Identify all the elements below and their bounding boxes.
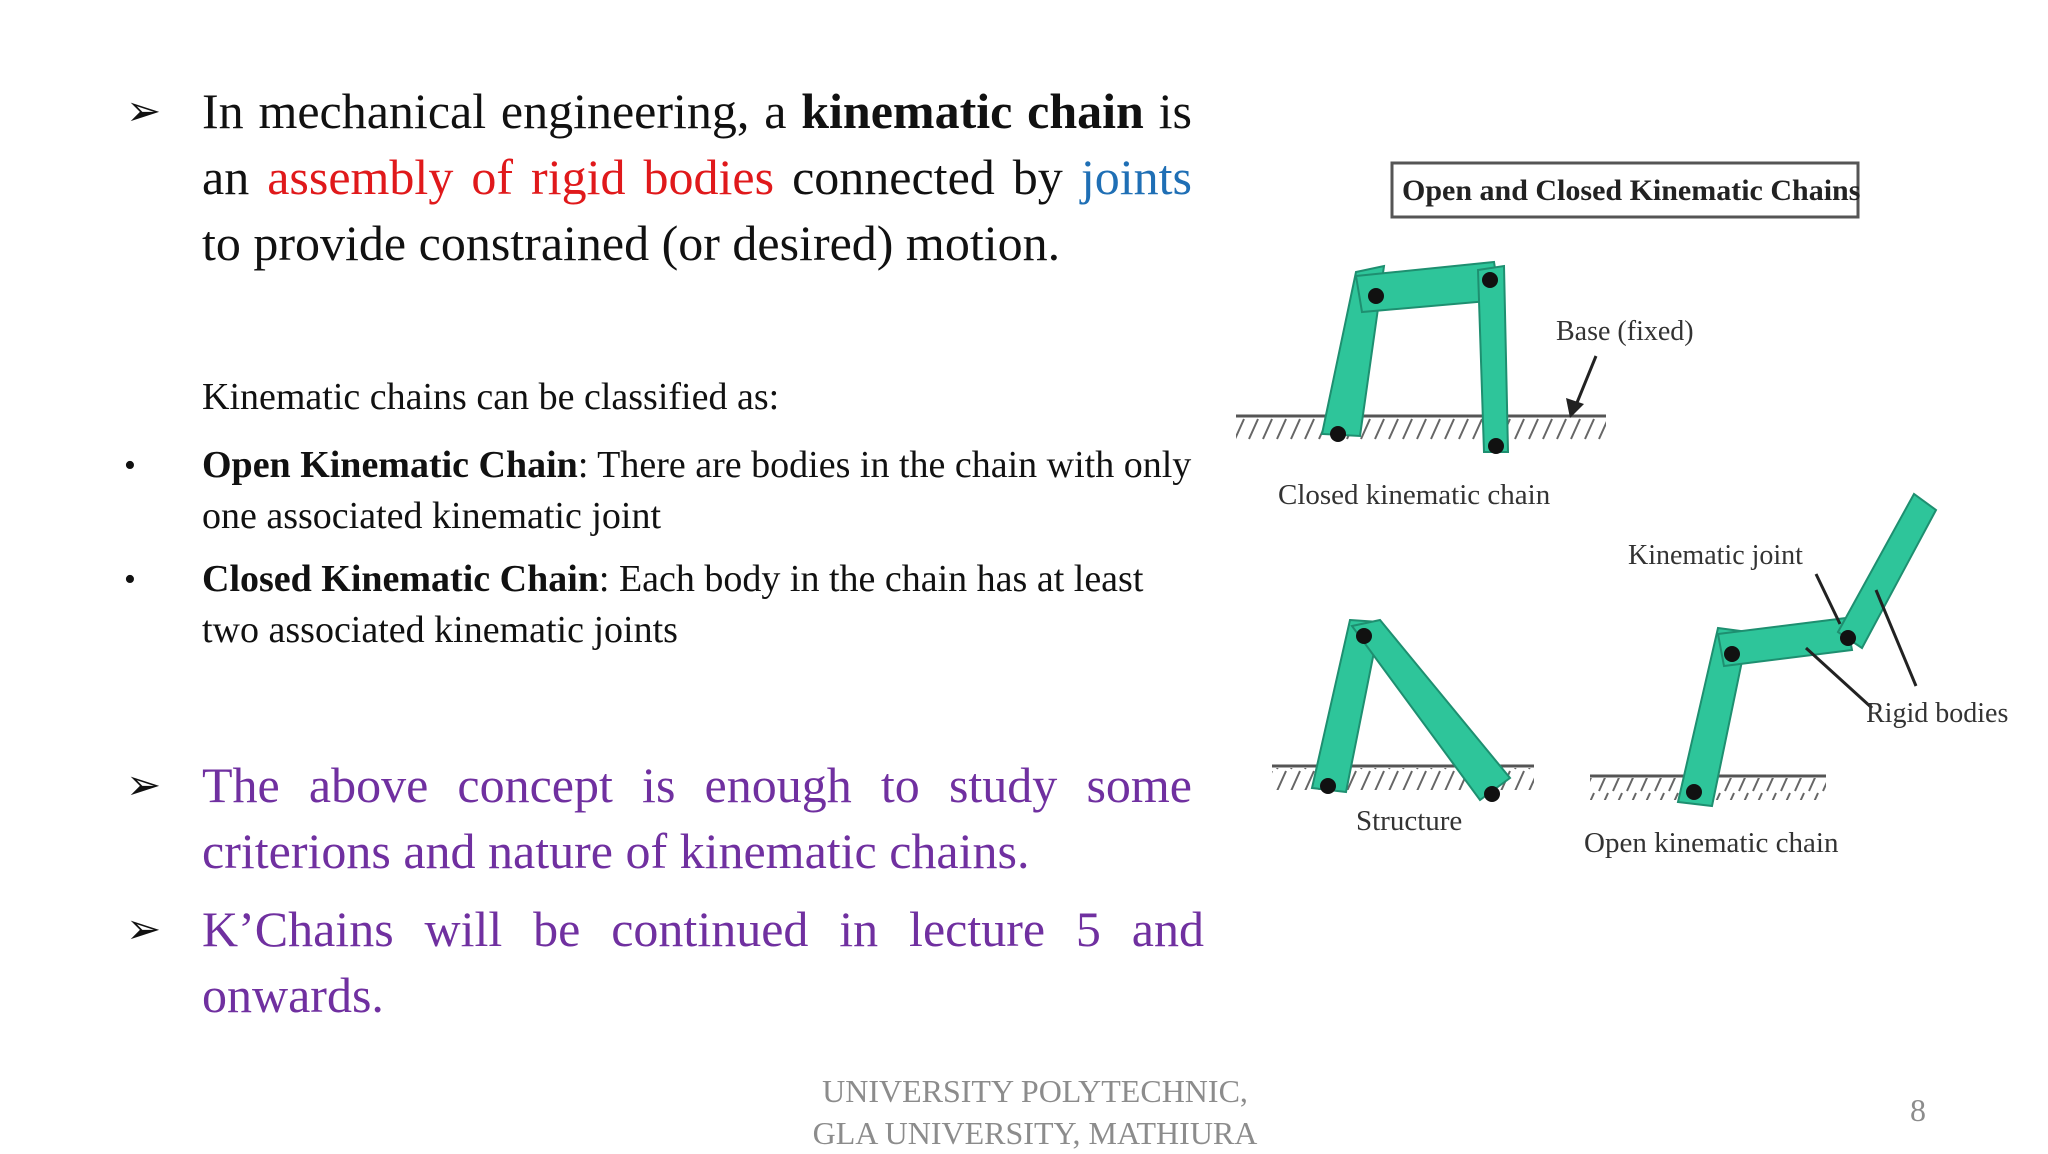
joint-icon [1488,438,1504,454]
open-chain-title: Open Kinematic Chain [202,444,578,486]
kinematic-chain-term: kinematic chain [801,83,1144,139]
dot-bullet-icon: • [124,561,136,598]
joint-icon [1482,272,1498,288]
arrow-bullet-icon: ➢ [126,760,162,809]
definition-paragraph: In mechanical engineering, a kinematic chain is an assembly of rigid bodies connected by joints to provide constrained (or desired) motion. [202,83,1192,271]
figure-title: Open and Closed Kinematic Chains [1402,174,1861,207]
rigid-bodies-label: Rigid bodies [1866,698,2009,729]
continuation-note: K’Chains will be continued in lecture 5 and onwards. [202,901,1204,1023]
closed-chain-title: Closed Kinematic Chain [202,558,599,600]
joints-term: joints [1080,149,1192,205]
joint-icon [1686,784,1702,800]
open-chain-item: Open Kinematic Chain: There are bodies in the chain with only one associated kinematic joint [202,444,1192,537]
arrow-bullet-icon: ➢ [126,904,162,953]
joint-icon [1840,630,1856,646]
joint-icon [1724,646,1740,662]
joint-icon [1356,628,1372,644]
joint-icon [1368,288,1384,304]
base-fixed-label: Base (fixed) [1556,316,1694,347]
concept-note: The above concept is enough to study some criterions and nature of kinematic chains. [202,757,1192,879]
footer-line-1: UNIVERSITY POLYTECHNIC, [822,1073,1248,1109]
dot-bullet-icon: • [124,447,136,484]
joint-icon [1484,786,1500,802]
closed-link-right [1478,266,1508,452]
rigid-bodies-phrase: assembly of rigid bodies [267,149,775,205]
structure-label: Structure [1356,805,1463,837]
closed-chain-item: Closed Kinematic Chain: Each body in the chain has at least two associated kinematic joints [202,558,1144,651]
footer-line-2: GLA UNIVERSITY, MATHIURA [812,1115,1258,1151]
joint-icon [1320,778,1336,794]
closed-ground-hatch [1236,418,1606,440]
closed-chain-label: Closed kinematic chain [1278,479,1551,511]
page-number: 8 [1910,1092,1926,1128]
kinematic-joint-label: Kinematic joint [1628,540,1803,571]
arrow-bullet-icon: ➢ [126,86,162,135]
joint-icon [1330,426,1346,442]
open-link-upper [1838,494,1936,648]
classified-intro: Kinematic chains can be classified as: [202,376,780,418]
open-chain-label: Open kinematic chain [1584,827,1839,859]
